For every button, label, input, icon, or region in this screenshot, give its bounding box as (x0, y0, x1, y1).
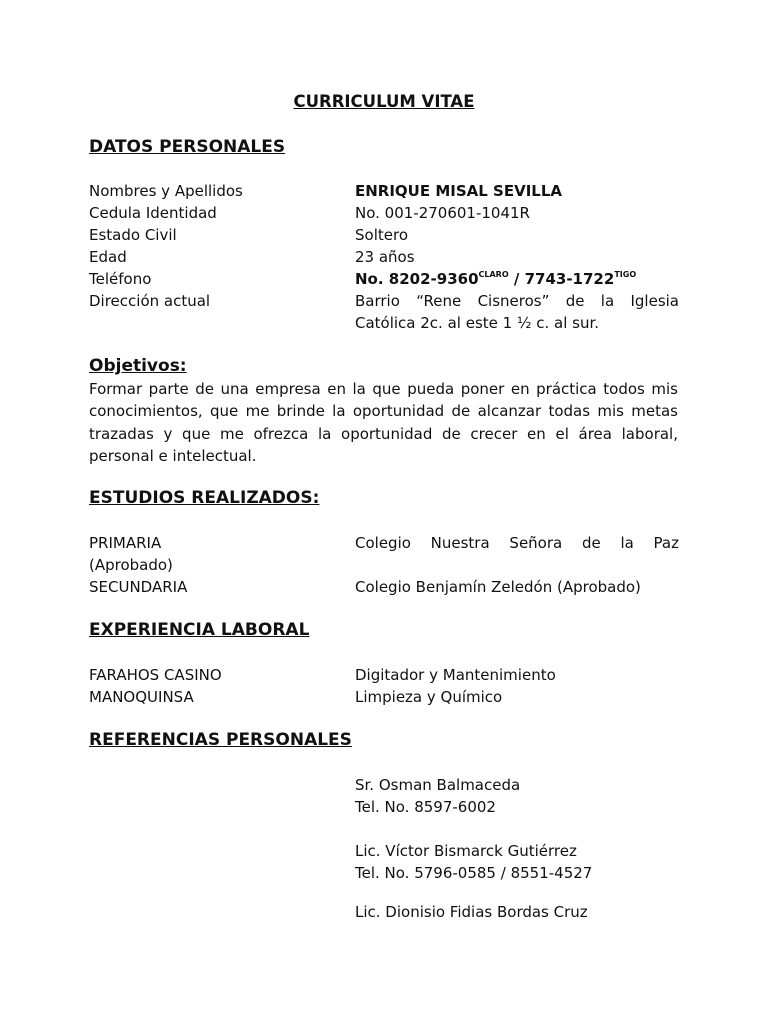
label-experiencia-2: MANOQUINSA (89, 688, 194, 706)
reference-2-name: Lic. Víctor Bismarck Gutiérrez (355, 842, 577, 860)
reference-1-phone: Tel. No. 8597-6002 (355, 798, 496, 816)
direccion-line-1: Barrio “Rene Cisneros” de la Iglesia (355, 292, 679, 310)
value-direccion (355, 290, 679, 334)
heading-objetivos: Objetivos: (89, 356, 187, 376)
heading-experiencia: EXPERIENCIA LABORAL (89, 620, 310, 640)
heading-estudios: ESTUDIOS REALIZADOS: (89, 488, 320, 508)
reference-3-name: Lic. Dionisio Fidias Bordas Cruz (355, 903, 588, 921)
label-estado-civil: Estado Civil (89, 226, 177, 244)
document-title: CURRICULUM VITAE (293, 92, 475, 111)
value-estado-civil: Soltero (355, 226, 408, 244)
label-direccion: Dirección actual (89, 292, 211, 310)
value-secundaria: Colegio Benjamín Zeledón (Aprobado) (355, 578, 641, 596)
label-secundaria: SECUNDARIA (89, 578, 188, 596)
value-nombres: ENRIQUE MISAL SEVILLA (355, 182, 562, 200)
reference-3 (355, 901, 679, 923)
carrier-claro: CLARO (478, 270, 509, 279)
label-primaria (89, 532, 349, 576)
primaria-name: PRIMARIA (89, 534, 162, 552)
reference-2-phone: Tel. No. 5796-0585 / 8551-4527 (355, 864, 593, 882)
label-experiencia-1: FARAHOS CASINO (89, 666, 222, 684)
value-experiencia-2: Limpieza y Químico (355, 688, 503, 706)
objetivos-text: Formar parte de una empresa en la que pueda poner en práctica todos mis conocimientos, que me brinde la oportunidad de alcanzar todas mis metas trazadas y que me ofrezca la oportunidad de crecer en el área laboral, personal e intelectual. (89, 380, 678, 465)
value-experiencia-1: Digitador y Mantenimiento (355, 666, 556, 684)
direccion-line-2: Católica 2c. al este 1 ½ c. al sur. (355, 314, 600, 332)
label-cedula: Cedula Identidad (89, 204, 217, 222)
value-cedula: No. 001-270601-1041R (355, 204, 530, 222)
label-telefono: Teléfono (89, 270, 152, 288)
value-telefono (355, 268, 679, 290)
label-edad: Edad (89, 248, 127, 266)
cv-page (89, 0, 679, 1024)
heading-datos-personales: DATOS PERSONALES (89, 137, 286, 157)
reference-1-name: Sr. Osman Balmaceda (355, 776, 521, 794)
telefono-number-1: No. 8202-9360 (355, 270, 479, 288)
value-primaria: Colegio Nuestra Señora de la Paz (355, 534, 679, 552)
value-edad: 23 años (355, 248, 415, 266)
reference-2 (355, 840, 679, 884)
primaria-status: (Aprobado) (89, 556, 173, 574)
label-nombres: Nombres y Apellidos (89, 182, 243, 200)
telefono-separator: / (508, 270, 525, 288)
carrier-tigo: TIGO (614, 270, 637, 279)
reference-1 (355, 774, 679, 818)
heading-referencias: REFERENCIAS PERSONALES (89, 730, 352, 750)
telefono-number-2: 7743-1722 (524, 270, 615, 288)
